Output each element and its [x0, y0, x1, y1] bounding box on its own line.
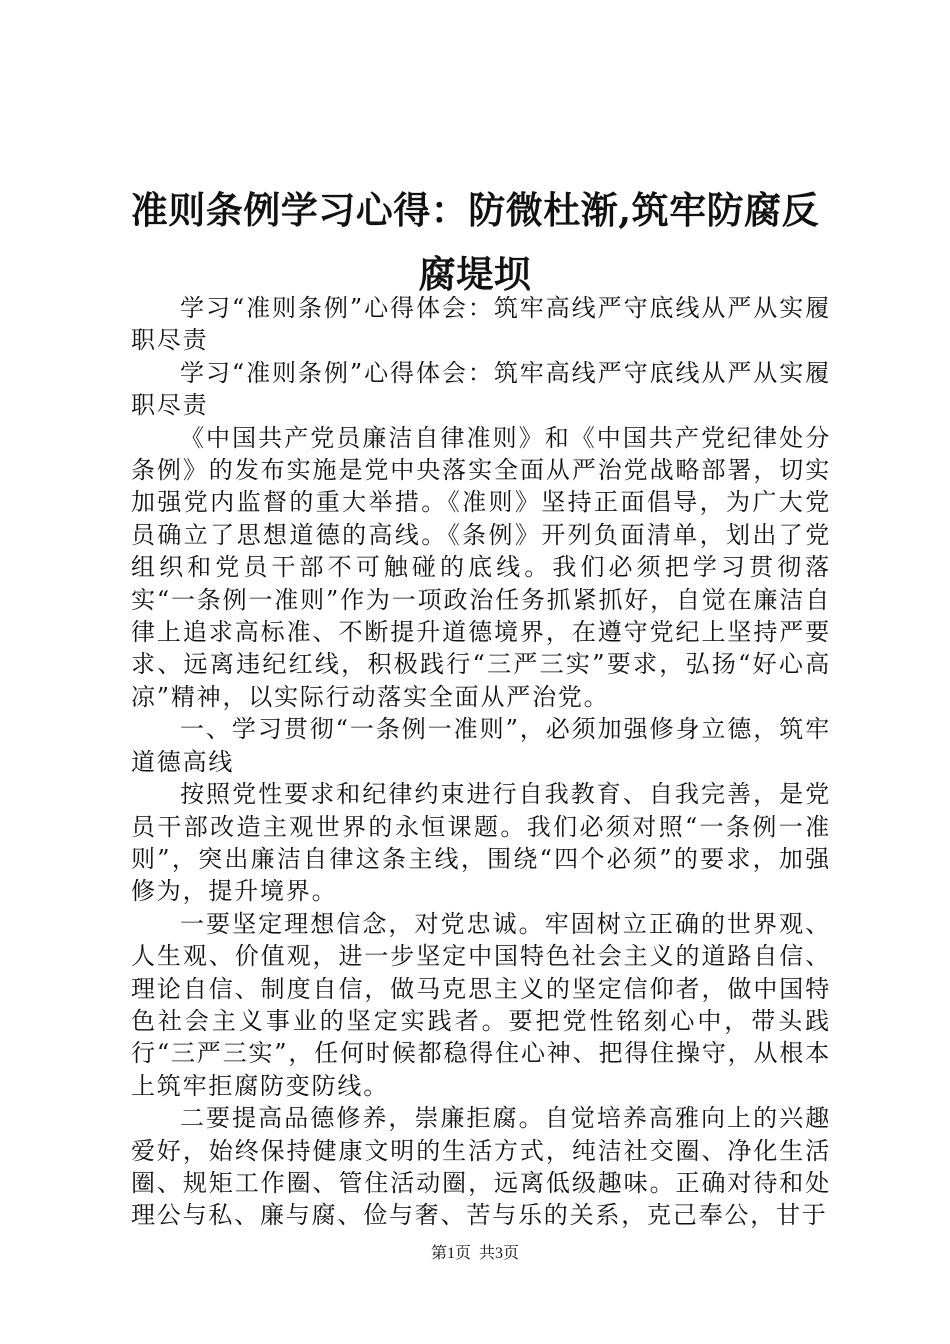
paragraph: 按照党性要求和纪律约束进行自我教育、自我完善，是党员干部改造主观世界的永恒课题。我们必须对照“一条例一准则”，突出廉洁自律这条主线，围绕“四个必须”的要求，加强修为，提升境界。 — [131, 780, 831, 906]
page-footer — [0, 1244, 950, 1264]
paragraph: 二要提高品德修养，崇廉拒腐。自觉培养高雅向上的兴趣爱好，始终保持健康文明的生活方式，纯洁社交圈、净化生活圈、规矩工作圈、管住活动圈，远离低级趣味。正确对待和处理公与私、廉与腐、俭与奢、苦与乐的关系，克己奉公，甘于 — [131, 1104, 831, 1230]
document-title: 准则条例学习心得：防微杜渐,筑牢防腐反腐堤坝 — [130, 188, 820, 296]
paragraph: 学习“准则条例”心得体会：筑牢高线严守底线从严从实履职尽责 — [131, 294, 831, 355]
section-heading: 一、学习贯彻“一条例一准则”，必须加强修身立德，筑牢道德高线 — [131, 715, 831, 776]
paragraph: 学习“准则条例”心得体会：筑牢高线严守底线从严从实履职尽责 — [131, 358, 831, 420]
paragraph: 一要坚定理想信念，对党忠诚。牢固树立正确的世界观、人生观、价值观，进一步坚定中国特色社会主义的道路自信、理论自信、制度自信，做马克思主义的坚定信仰者，做中国特色社会主义事业的坚定实践者。要把党性铭刻心中，带头践行“三严三实”，任何时候都稳得住心神、把得住操守，从根本上筑牢拒腐防变防线。 — [131, 909, 831, 1100]
page-number-total: 共3页 — [479, 1245, 520, 1262]
document-body — [131, 292, 831, 1232]
page-number-current: 第1页 — [430, 1245, 471, 1262]
paragraph: 《中国共产党员廉洁自律准则》和《中国共产党纪律处分条例》的发布实施是党中央落实全面从严治党战略部署，切实加强党内监督的重大举措。《准则》坚持正面倡导，为广大党员确立了思想道德的高线。《条例》开列负面清单，划出了党组织和党员干部不可触碰的底线。我们必须把学习贯彻落实“一条例一准则”作为一项政治任务抓紧抓好，自觉在廉洁自律上追求高标准、不断提升道德境界，在遵守党纪上坚持严要求、远离违纪红线，积极践行“三严三实”要求，弘扬“好心高凉”精神，以实际行动落实全面从严治党。 — [131, 423, 831, 711]
